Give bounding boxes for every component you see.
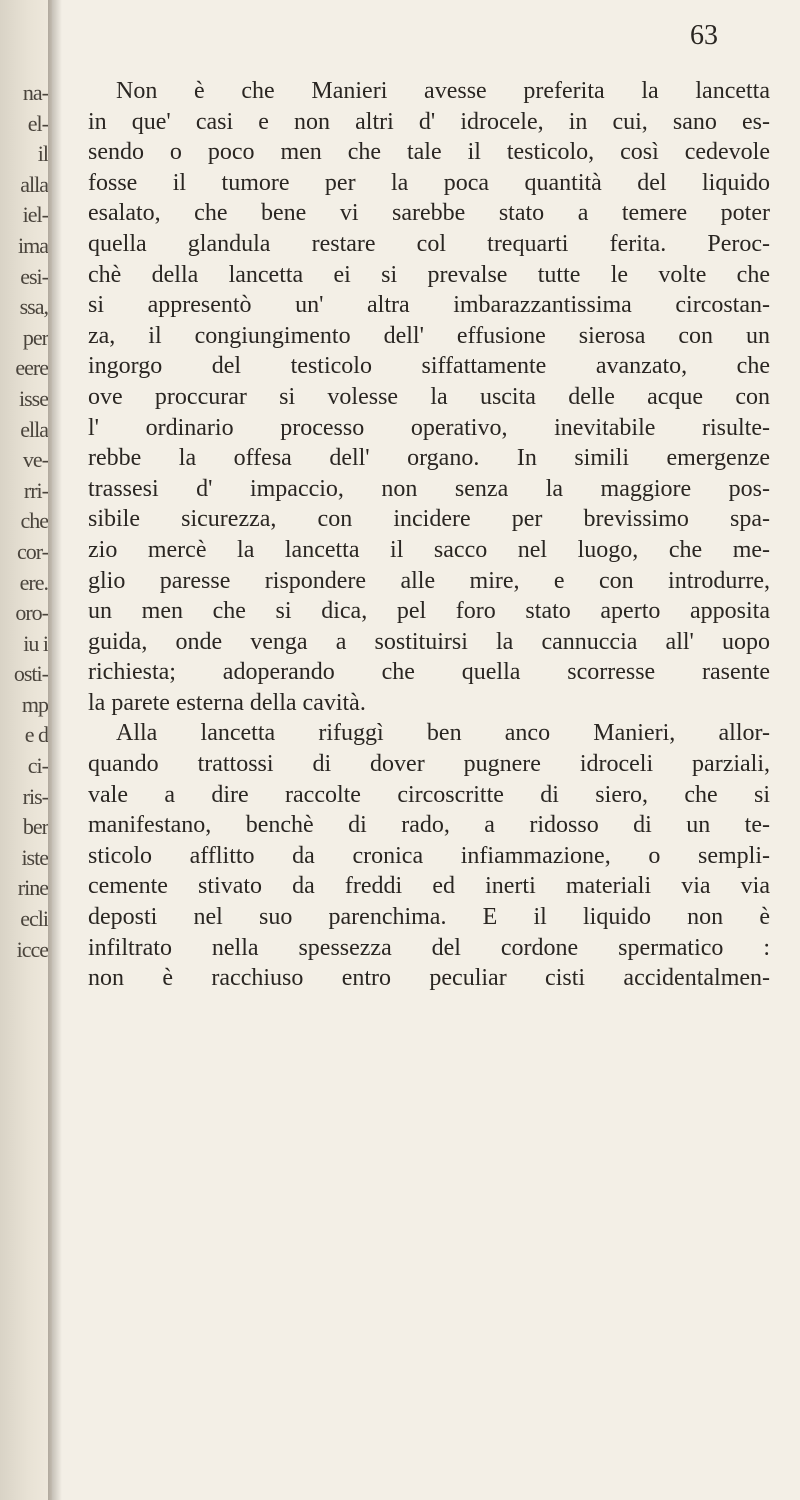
text-line: l' ordinario processo operativo, inevitabile risulte- (88, 414, 770, 441)
margin-fragment: cor- (17, 538, 48, 564)
text-line: non è racchiuso entro peculiar cisti accidentalmen- (88, 965, 770, 992)
text-line: infiltrato nella spessezza del cordone spermatico : (88, 934, 770, 961)
margin-fragment: e d (24, 722, 48, 748)
text-line: quando trattossi di dover pugnere idroceli parziali, (88, 751, 770, 778)
margin-fragment: esi- (20, 263, 48, 289)
margin-fragment: iste (21, 844, 48, 870)
margin-fragment: ella (20, 416, 48, 442)
text-line: in que' casi e non altri d' idrocele, in cui, sano es- (88, 108, 770, 135)
margin-fragment: ve- (22, 447, 48, 473)
text-line: za, il congiungimento dell' effusione sierosa con un (88, 322, 770, 349)
text-line: zio mercè la lancetta il sacco nel luogo, che me- (88, 536, 770, 563)
margin-fragment: mp (21, 691, 48, 717)
margin-fragment: ris- (22, 783, 48, 809)
text-line: Alla lancetta rifuggì ben anco Manieri, allor- (116, 720, 770, 747)
margin-fragment: iu i (23, 630, 48, 656)
text-line: sticolo afflitto da cronica infiammazione, o sempli- (88, 842, 770, 869)
margin-fragment: icce (16, 936, 48, 962)
margin-fragment: iel- (22, 202, 48, 228)
margin-fragment: ima (18, 232, 48, 258)
adjacent-page-fragments (0, 78, 48, 965)
text-line: manifestano, benchè di rado, a ridosso di un te- (88, 812, 770, 839)
margin-fragment: eere (15, 355, 48, 381)
margin-fragment: alla (20, 171, 48, 197)
margin-fragment: ssa, (19, 294, 48, 320)
text-line: un men che si dica, pel foro stato aperto apposita (88, 598, 770, 625)
text-line: richiesta; adoperando che quella scorresse rasente (88, 659, 770, 686)
margin-fragment: rri- (23, 477, 48, 503)
margin-fragment: el- (27, 110, 48, 136)
text-line: fosse il tumore per la poca quantità del liquido (88, 169, 770, 196)
text-line: quella glandula restare col trequarti ferita. Peroc- (88, 230, 770, 257)
page-number: 63 (690, 20, 718, 51)
text-line: chè della lancetta ei si prevalse tutte le volte che (88, 261, 770, 288)
text-line: si appresentò un' altra imbarazzantissima circostan- (88, 292, 770, 319)
text-line: vale a dire raccolte circoscritte di siero, che si (88, 781, 770, 808)
margin-fragment: rine (17, 875, 48, 901)
margin-fragment: che (20, 508, 48, 534)
text-line: sibile sicurezza, con incidere per brevissimo spa- (88, 506, 770, 533)
text-line: ingorgo del testicolo siffattamente avanzato, che (88, 353, 770, 380)
text-line: ove proccurar si volesse la uscita delle acque con (88, 383, 770, 410)
margin-fragment: ber (22, 814, 48, 840)
binding-shadow (48, 0, 62, 1500)
margin-fragment: osti- (13, 661, 48, 687)
text-line: esalato, che bene vi sarebbe stato a temere poter (88, 200, 770, 227)
margin-fragment: na- (22, 80, 48, 105)
margin-fragment: ci- (27, 753, 48, 779)
margin-fragment: il (37, 141, 48, 167)
text-line: glio paresse rispondere alle mire, e con introdurre, (88, 567, 770, 594)
text-line: rebbe la offesa dell' organo. In simili emergenze (88, 445, 770, 472)
margin-fragment: oro- (15, 600, 48, 626)
margin-fragment: per (22, 324, 48, 350)
text-line: trassesi d' impaccio, non senza la maggiore pos- (88, 475, 770, 502)
body-text (88, 76, 770, 994)
text-line: sendo o poco men che tale il testicolo, così cedevole (88, 139, 770, 166)
margin-fragment: ecli (20, 906, 48, 932)
margin-fragment: ere. (19, 569, 48, 595)
text-line: la parete esterna della cavità. (88, 689, 366, 716)
text-line: deposti nel suo parenchima. E il liquido non è (88, 904, 770, 931)
margin-fragment: isse (19, 385, 48, 411)
text-line: guida, onde venga a sostituirsi la cannuccia all' uopo (88, 628, 770, 655)
text-line: cemente stivato da freddi ed inerti materiali via via (88, 873, 770, 900)
text-line: Non è che Manieri avesse preferita la lancetta (116, 78, 770, 104)
